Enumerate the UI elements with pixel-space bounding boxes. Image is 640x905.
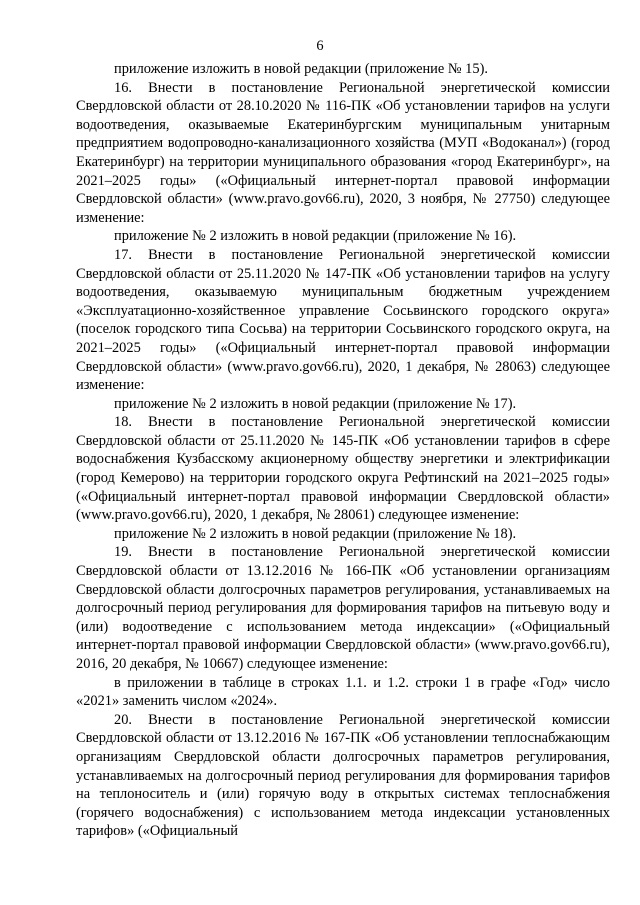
paragraph-item-20: 20. Внести в постановление Региональной энергетической комиссии Свердловской области от 13.12.2016 № 167-ПК «Об установлении теплоснабжающим организациям Свердловской области долгосрочных параметров регулирования, устанавливаемых на долгосрочный период регулирования для формирования тарифов на теплоноситель и (или) горячую воду в открытых системах теплоснабжения (горячего водоснабжения) с использованием метода индексации установленных тарифов» («Официальный — [76, 711, 610, 840]
paragraph-table-change: в приложении в таблице в строках 1.1. и 1.2. строки 1 в графе «Год» число «2021» заменить числом «2024». — [76, 674, 610, 710]
paragraph-item-16: 16. Внести в постановление Региональной энергетической комиссии Свердловской области от 28.10.2020 № 116-ПК «Об установлении тарифов на услуги водоотведения, оказываемые Екатеринбургским муниципальным унитарным предприятием водопроводно-канализационного хозяйства (МУП «Водоканал») (город Екатеринбург) на территории муниципального образования «город Екатеринбург», на 2021–2025 годы» («Официальный интернет-портал правовой информации Свердловской области» (www.pravo.gov66.ru), 2020, 3 ноября, № 27750) следующее изменение: — [76, 79, 610, 226]
document-body — [76, 60, 610, 841]
paragraph-item-19: 19. Внести в постановление Региональной энергетической комиссии Свердловской области от 13.12.2016 № 166-ПК «Об установлении организациям Свердловской области долгосрочных параметров регулирования, устанавливаемых на долгосрочный период регулирования для формирования тарифов на питьевую воду и (или) водоотведение с использованием метода индексации» («Официальный интернет-портал правовой информации Свердловской области» (www.pravo.gov66.ru), 2016, 20 декабря, № 10667) следующее изменение: — [76, 544, 610, 672]
paragraph-item-17: 17. Внести в постановление Региональной энергетической комиссии Свердловской области от 25.11.2020 № 147-ПК «Об установлении тарифов на услугу водоотведения, оказываемую муниципальным бюджетным учреждением «Эксплуатационно-хозяйственное управление Сосьвинского городского округа» (поселок городского типа Сосьва) на территории Сосьвинского городского округа, на 2021–2025 годы» («Официальный интернет-портал правовой информации Свердловской области» (www.pravo.gov66.ru), 2020, 1 декабря, № 28063) следующее изменение: — [76, 246, 610, 394]
page-number: 6 — [316, 38, 324, 54]
paragraph-appendix-17: приложение № 2 изложить в новой редакции (приложение № 17). — [114, 395, 517, 412]
paragraph-item-18: 18. Внести в постановление Региональной энергетической комиссии Свердловской области от 25.11.2020 № 145-ПК «Об установлении тарифов в сфере водоснабжения Кузбасскому акционерному обществу энергетики и электрификации (город Кемерово) на территории городского округа Рефтинский на 2021–2025 годы» («Официальный интернет-портал правовой информации Свердловской области» (www.pravo.gov66.ru), 2020, 1 декабря, № 28061) следующее изменение: — [76, 414, 610, 524]
paragraph-appendix-18: приложение № 2 изложить в новой редакции (приложение № 18). — [114, 525, 517, 542]
paragraph-appendix-15: приложение изложить в новой редакции (приложение № 15). — [114, 61, 488, 77]
paragraph-appendix-16: приложение № 2 изложить в новой редакции (приложение № 16). — [114, 228, 517, 245]
